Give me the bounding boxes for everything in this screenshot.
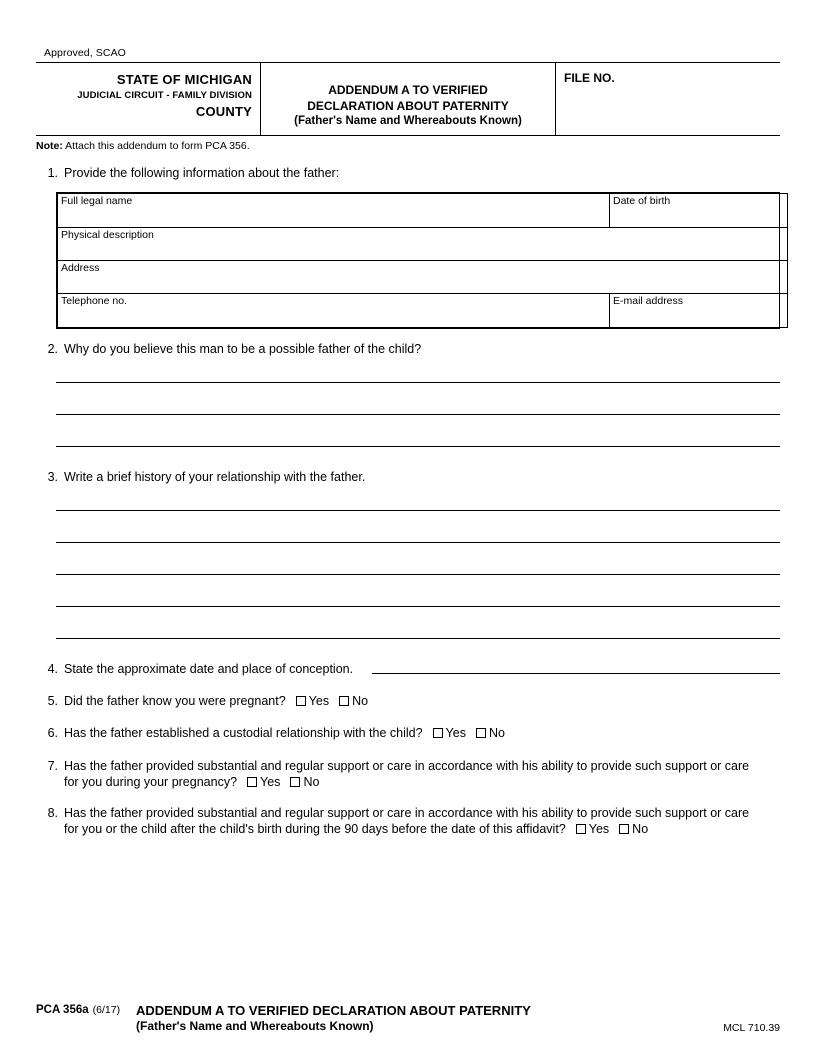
form-title-line3: (Father's Name and Whereabouts Known) bbox=[294, 115, 522, 127]
question-6-no-option[interactable] bbox=[466, 726, 505, 740]
question-4-number: 4. bbox=[47, 662, 58, 676]
field-date-of-birth[interactable] bbox=[610, 194, 788, 228]
field-physical-description[interactable] bbox=[58, 228, 788, 261]
attach-note bbox=[36, 140, 250, 152]
caption-block bbox=[36, 62, 780, 136]
question-2-number: 2. bbox=[47, 342, 58, 356]
question-8-number: 8. bbox=[47, 806, 58, 820]
question-1 bbox=[36, 165, 776, 181]
table-row bbox=[58, 228, 788, 261]
question-6-yes-option[interactable] bbox=[423, 726, 466, 740]
question-5-yes-label: Yes bbox=[308, 694, 330, 708]
question-8-body bbox=[64, 805, 788, 837]
caption-fileno-cell[interactable] bbox=[556, 63, 780, 135]
question-7-body bbox=[64, 758, 784, 790]
question-8-yes-option[interactable] bbox=[566, 822, 609, 836]
question-5-number: 5. bbox=[47, 694, 58, 708]
question-5-body bbox=[64, 693, 776, 709]
question-2-text: Why do you believe this man to be a possible father of the child? bbox=[64, 342, 422, 356]
footer-form-no: PCA 356a bbox=[36, 1004, 89, 1016]
question-3-text: Write a brief history of your relationship with the father. bbox=[64, 470, 366, 484]
question-5 bbox=[36, 693, 776, 709]
question-6-number: 6. bbox=[47, 726, 58, 740]
question-6-text: Has the father established a custodial relationship with the child? bbox=[64, 726, 423, 740]
question-5-yes-option[interactable] bbox=[286, 694, 329, 708]
question-7-yes-option[interactable] bbox=[237, 775, 280, 789]
circuit-label: JUDICIAL CIRCUIT - FAMILY DIVISION bbox=[77, 90, 252, 101]
question-7-no-label: No bbox=[303, 775, 320, 789]
question-7-no-option[interactable] bbox=[280, 775, 319, 789]
question-6 bbox=[36, 725, 776, 741]
checkbox-icon[interactable] bbox=[433, 728, 443, 738]
question-3 bbox=[36, 469, 776, 485]
question-7-line1: Has the father provided substantial and regular support or care in accordance with his ability to provide such support or care bbox=[64, 759, 750, 773]
checkbox-icon[interactable] bbox=[339, 696, 349, 706]
answer-line-3-5[interactable] bbox=[56, 638, 780, 639]
field-address[interactable] bbox=[58, 261, 788, 294]
answer-line-3-4[interactable] bbox=[56, 606, 780, 607]
question-3-number: 3. bbox=[47, 470, 58, 484]
field-full-legal-name[interactable] bbox=[58, 194, 610, 228]
state-label: STATE OF MICHIGAN bbox=[116, 72, 252, 87]
checkbox-icon[interactable] bbox=[476, 728, 486, 738]
question-5-no-label: No bbox=[352, 694, 369, 708]
caption-title-cell bbox=[260, 63, 556, 135]
question-8-line1: Has the father provided substantial and regular support or care in accordance with his ability to provide such support or care bbox=[64, 806, 750, 820]
field-label-date-of-birth: Date of birth bbox=[613, 195, 671, 207]
answer-line-3-1[interactable] bbox=[56, 510, 780, 511]
footer-subtitle: (Father's Name and Whereabouts Known) bbox=[136, 1019, 374, 1033]
footer-citation: MCL 710.39 bbox=[723, 1022, 780, 1034]
question-7-line2: for you during your pregnancy? bbox=[64, 775, 238, 789]
form-title-line2: DECLARATION ABOUT PATERNITY bbox=[307, 99, 509, 113]
father-info-table bbox=[56, 192, 780, 329]
answer-line-3-3[interactable] bbox=[56, 574, 780, 575]
question-2 bbox=[36, 341, 776, 357]
question-6-yes-label: Yes bbox=[445, 726, 466, 740]
question-6-body bbox=[64, 725, 776, 741]
field-label-physical-description: Physical description bbox=[61, 229, 154, 241]
question-5-text: Did the father know you were pregnant? bbox=[64, 694, 286, 708]
question-7-number: 7. bbox=[47, 759, 58, 773]
answer-line-2-2[interactable] bbox=[56, 414, 780, 415]
question-8-no-option[interactable] bbox=[609, 822, 648, 836]
checkbox-icon[interactable] bbox=[247, 777, 257, 787]
question-4-text: State the approximate date and place of conception. bbox=[64, 662, 354, 676]
checkbox-icon[interactable] bbox=[290, 777, 300, 787]
footer-title: ADDENDUM A TO VERIFIED DECLARATION ABOUT PATERNITY bbox=[136, 1003, 531, 1018]
field-label-email-address: E-mail address bbox=[613, 295, 684, 307]
question-8-no-label: No bbox=[632, 822, 649, 836]
table-row bbox=[58, 294, 788, 328]
checkbox-icon[interactable] bbox=[296, 696, 306, 706]
file-no-label: FILE NO. bbox=[564, 71, 615, 85]
question-1-number: 1. bbox=[47, 166, 58, 180]
question-8-yes-label: Yes bbox=[588, 822, 610, 836]
footer-form-number bbox=[36, 1004, 120, 1016]
form-title-line1: ADDENDUM A TO VERIFIED bbox=[328, 83, 488, 97]
field-email-address[interactable] bbox=[610, 294, 788, 328]
question-8-line2: for you or the child after the child's birth during the 90 days before the date of this affidavit? bbox=[64, 822, 566, 836]
question-7-yes-label: Yes bbox=[260, 775, 281, 789]
answer-line-2-3[interactable] bbox=[56, 446, 780, 447]
county-label: COUNTY bbox=[195, 104, 252, 119]
answer-line-2-1[interactable] bbox=[56, 382, 780, 383]
question-4 bbox=[36, 661, 776, 677]
field-label-address: Address bbox=[61, 262, 100, 274]
question-7 bbox=[36, 758, 784, 790]
note-label: Note: bbox=[36, 140, 63, 152]
question-1-text: Provide the following information about the father: bbox=[64, 166, 340, 180]
table-row bbox=[58, 194, 788, 228]
question-5-no-option[interactable] bbox=[329, 694, 368, 708]
field-label-full-legal-name: Full legal name bbox=[61, 195, 133, 207]
answer-line-4-1[interactable] bbox=[372, 673, 780, 674]
table-row bbox=[58, 261, 788, 294]
footer-revision: (6/17) bbox=[92, 1004, 121, 1016]
question-8 bbox=[36, 805, 788, 837]
checkbox-icon[interactable] bbox=[576, 824, 586, 834]
note-text: Attach this addendum to form PCA 356. bbox=[62, 140, 250, 152]
question-6-no-label: No bbox=[488, 726, 505, 740]
checkbox-icon[interactable] bbox=[619, 824, 629, 834]
field-label-telephone-no: Telephone no. bbox=[61, 295, 127, 307]
caption-court-cell bbox=[36, 63, 260, 135]
field-telephone-no[interactable] bbox=[58, 294, 610, 328]
approved-label: Approved, SCAO bbox=[44, 47, 126, 59]
answer-line-3-2[interactable] bbox=[56, 542, 780, 543]
